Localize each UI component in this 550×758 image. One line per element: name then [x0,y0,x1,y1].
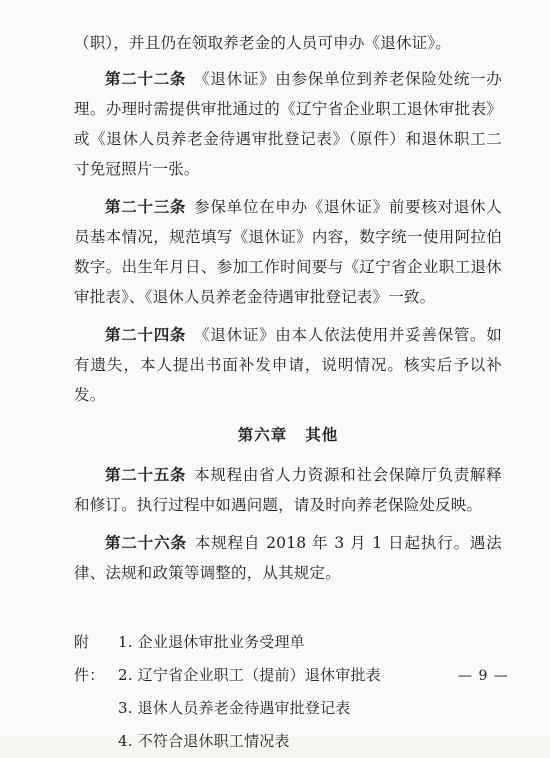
article-24-label: 第二十四条 [105,325,187,344]
attachment-item-2: 2. 辽宁省企业职工（提前）退休审批表 [118,666,381,684]
chapter-heading [74,420,502,450]
attachments-list [74,626,502,758]
attachments-label: 附件： [74,633,105,684]
article-25 [74,460,502,520]
chapter-title: 其他 [305,425,339,444]
attachments-section [74,626,502,758]
article-26-text: 本规程自 2018 年 3 月 1 日起执行。遇法律、法规和政策等调整的，从其规定。 [74,534,502,582]
article-26 [74,528,502,588]
page-number: — 9 — [458,668,509,684]
continuation-text: （职），并且仍在领取养老金的人员可申办《退休证》。 [74,34,452,52]
article-23-text: 参保单位在申办《退休证》前要核对退休人员基本情况，规范填写《退休证》内容，数字统一使用阿拉伯数字。出生年月日、参加工作时间要与《辽宁省企业职工退休审批表》、《退休人员养老金待遇审批登记表》一致。 [74,198,502,306]
continuation-paragraph [74,28,502,58]
article-25-label: 第二十五条 [105,465,187,484]
attachment-item-4: 4. 不符合退休职工情况表 [118,732,290,750]
article-22-text: 《退休证》由参保单位到养老保险处统一办理。办理时需提供审批通过的《辽宁省企业职工退休审批表》或《退休人员养老金待遇审批登记表》（原件）和退休职工二寸免冠照片一张。 [74,70,502,178]
article-26-label: 第二十六条 [105,533,187,552]
article-24 [74,320,502,410]
article-22 [74,64,502,184]
article-24-text: 《退休证》由本人依法使用并妥善保管。如有遗失，本人提出书面补发申请，说明情况。核实后予以补发。 [74,326,502,404]
article-22-label: 第二十二条 [105,69,187,88]
document-body [74,28,502,758]
chapter-number: 第六章 [237,425,288,444]
article-23-label: 第二十三条 [105,197,187,216]
article-23 [74,192,502,312]
article-25-text: 本规程由省人力资源和社会保障厅负责解释和修订。执行过程中如遇问题，请及时向养老保险处反映。 [74,466,502,514]
attachment-items [118,626,502,758]
attachment-item-1: 1. 企业退休审批业务受理单 [118,633,305,651]
attachment-item-3: 3. 退休人员养老金待遇审批登记表 [118,699,351,717]
